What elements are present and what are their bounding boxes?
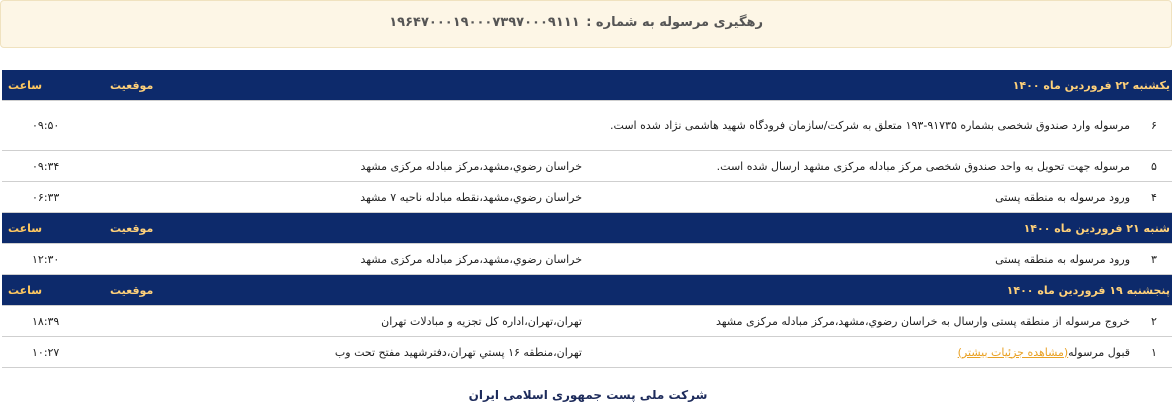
- event-row: [2, 244, 1172, 275]
- day-header-row: [2, 213, 1172, 244]
- day-date: پنجشنبه ۱۹ فروردین ماه ۱۴۰۰: [590, 275, 1172, 306]
- event-location: خراسان رضوي،مشهد،مرکز مبادله مرکزی مشهد: [104, 151, 590, 182]
- day-header-row: [2, 70, 1172, 101]
- time-header: ساعت: [2, 213, 104, 244]
- event-index: ۱: [1136, 337, 1172, 368]
- event-index: ۴: [1136, 182, 1172, 213]
- event-time: ۰۶:۳۳: [2, 182, 104, 213]
- event-index: ۲: [1136, 306, 1172, 337]
- location-header: موقعیت: [104, 213, 590, 244]
- more-details-link[interactable]: (مشاهده جزئیات بیشتر): [957, 345, 1069, 359]
- tracking-number: ۱۹۶۴۷۰۰۰۱۹۰۰۰۷۳۹۷۰۰۰۹۱۱۱: [389, 15, 580, 30]
- event-description: ورود مرسوله به منطقه پستی: [590, 244, 1136, 275]
- event-row: [2, 337, 1172, 368]
- event-location: خراسان رضوي،مشهد،مرکز مبادله مرکزی مشهد: [104, 244, 590, 275]
- event-row: [2, 182, 1172, 213]
- event-time: ۱۸:۳۹: [2, 306, 104, 337]
- event-row: [2, 101, 1172, 151]
- event-description: [590, 337, 1136, 368]
- event-description: مرسوله وارد صندوق شخصی بشماره ۹۱۷۳۵-۱۹۳ متعلق به شرکت/سازمان فرودگاه شهید هاشمی نژاد شده است.: [590, 101, 1136, 151]
- time-header: ساعت: [2, 275, 104, 306]
- event-time: ۱۲:۳۰: [2, 244, 104, 275]
- day-date: یکشنبه ۲۲ فروردین ماه ۱۴۰۰: [590, 70, 1172, 101]
- event-row: [2, 151, 1172, 182]
- event-location: [104, 101, 590, 151]
- event-row: [2, 306, 1172, 337]
- event-description: مرسوله جهت تحویل به واحد صندوق شخصی مرکز مبادله مرکزی مشهد ارسال شده است.: [590, 151, 1136, 182]
- event-index: ۵: [1136, 151, 1172, 182]
- event-location: تهران،تهران،اداره کل تجزیه و مبادلات تهران: [104, 306, 590, 337]
- location-header: موقعیت: [104, 70, 590, 101]
- day-header-row: [2, 275, 1172, 306]
- tracking-banner: [0, 0, 1172, 48]
- footer-org-name: شرکت ملی پست جمهوری اسلامی ایران: [468, 388, 708, 402]
- event-index: ۳: [1136, 244, 1172, 275]
- event-location: خراسان رضوي،مشهد،نقطه مبادله ناحیه ۷ مشهد: [104, 182, 590, 213]
- tracking-label: رهگیری مرسوله به شماره :: [586, 15, 763, 30]
- event-time: ۰۹:۳۴: [2, 151, 104, 182]
- event-description: ورود مرسوله به منطقه پستی: [590, 182, 1136, 213]
- event-index: ۶: [1136, 101, 1172, 151]
- day-date: شنبه ۲۱ فروردین ماه ۱۴۰۰: [590, 213, 1172, 244]
- location-header: موقعیت: [104, 275, 590, 306]
- tracking-table: [2, 70, 1172, 368]
- event-time: ۰۹:۵۰: [2, 101, 104, 151]
- time-header: ساعت: [2, 70, 104, 101]
- event-location: تهران،منطقه ۱۶ پستي تهران،دفترشهيد مفتح تحت وب: [104, 337, 590, 368]
- event-time: ۱۰:۲۷: [2, 337, 104, 368]
- event-description-text: قبول مرسوله: [1068, 345, 1131, 359]
- event-description: خروج مرسوله از منطقه پستی وارسال به خراسان رضوي،مشهد،مرکز مبادله مرکزی مشهد: [590, 306, 1136, 337]
